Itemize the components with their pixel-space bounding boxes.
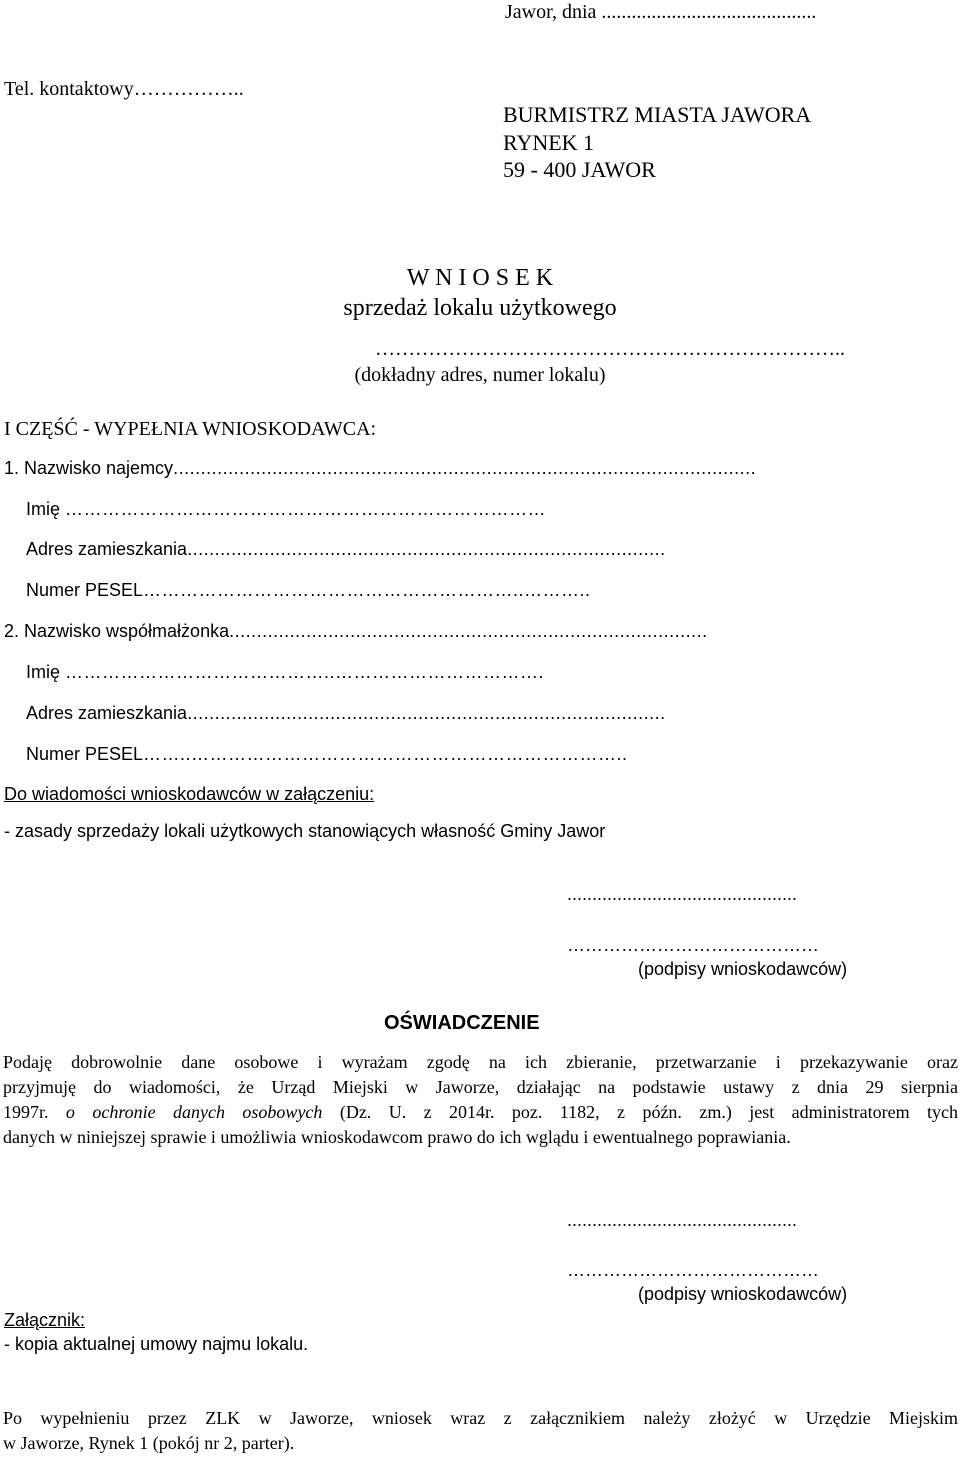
- spouse-pesel-fill: ……..……………………………………………………………..: [143, 744, 628, 764]
- address-hint: (dokładny adres, numer lokalu): [354, 364, 606, 386]
- tenant-address-field: [26, 538, 955, 560]
- signature-dots: ..............................................: [567, 884, 798, 904]
- spouse-address-fill: .......................................................................................: [187, 703, 666, 723]
- tenant-name-label: Imię: [26, 499, 61, 519]
- tenant-surname-field: [4, 457, 955, 479]
- declaration-line: Podaję dobrowolnie dane osobowe i wyrażam zgodę na ich zbieranie, przetwarzanie i przekazywanie oraz: [3, 1052, 958, 1072]
- spouse-pesel-field: [26, 743, 955, 765]
- tenant-name-field: [26, 498, 955, 520]
- spouse-address-field: [26, 702, 955, 724]
- footer-line: Po wypełnieniu przez ZLK w Jaworze, wniosek wraz z załącznikiem należy złożyć w Urzędzie Miejskim: [3, 1408, 958, 1428]
- declaration-text: (Dz. U. z 2014r. poz. 1182, z późn. zm.) jest administratorem tych: [339, 1102, 958, 1122]
- document-subtitle: sprzedaż lokalu użytkowego: [343, 295, 617, 321]
- tenant-surname-fill: ..........................................................................................................: [173, 458, 757, 478]
- declaration-act-title: o ochronie danych osobowych: [65, 1102, 323, 1122]
- part1-heading: I CZĘŚĆ - WYPEŁNIA WNIOSKODAWCA:: [4, 418, 377, 440]
- addressee-line: BURMISTRZ MIASTA JAWORA: [503, 102, 812, 127]
- signature-label: (podpisy wnioskodawców): [638, 959, 848, 979]
- footer-line: w Jaworze, Rynek 1 (pokój nr 2, parter).: [3, 1433, 295, 1453]
- spouse-surname-fill: .......................................................................................: [229, 621, 708, 641]
- signature-line: ……………………………………: [567, 1260, 819, 1280]
- declaration-line: [3, 1101, 958, 1123]
- tenant-name-fill: ……………………………………………………………………: [65, 499, 547, 519]
- document-title: W N I O S E K: [406, 265, 554, 291]
- declaration-heading: OŚWIADCZENIE: [384, 1012, 540, 1034]
- address-fill-line: ……………………………………………………………..: [375, 338, 845, 360]
- phone-line: Tel. kontaktowy……………..: [4, 78, 244, 100]
- declaration-text: 1997r.: [3, 1102, 49, 1122]
- tenant-surname-label: 1. Nazwisko najemcy: [4, 458, 174, 478]
- declaration-line: danych w niniejszej sprawie i umożliwia wnioskodawcom prawo do ich wglądu i ewentualnego poprawiania.: [3, 1127, 791, 1147]
- signature-dots: ..............................................: [567, 1210, 798, 1230]
- signature-line: ……………………………………: [567, 935, 819, 955]
- spouse-name-fill: ……………………………………..…………………………….: [65, 662, 545, 682]
- tenant-pesel-fill: ……………………………………………………..………..: [143, 580, 591, 600]
- date-line: Jawor, dnia ...........................................: [505, 1, 817, 23]
- declaration-line: przyjmuję do wiadomości, że Urząd Miejski w Jaworze, działając na podstawie ustawy z dnia 29 sierpnia: [3, 1077, 958, 1097]
- spouse-pesel-label: Numer PESEL: [26, 744, 144, 764]
- tenant-address-label: Adres zamieszkania: [26, 539, 188, 559]
- signature-label: (podpisy wnioskodawców): [638, 1284, 848, 1304]
- tenant-address-fill: .......................................................................................: [187, 539, 666, 559]
- spouse-surname-label: 2. Nazwisko współmałżonka: [4, 621, 230, 641]
- tenant-pesel-label: Numer PESEL: [26, 580, 144, 600]
- attachment-item: - kopia aktualnej umowy najmu lokalu.: [4, 1334, 309, 1354]
- spouse-surname-field: [4, 620, 955, 642]
- info-heading: Do wiadomości wnioskodawców w załączeniu:: [4, 784, 375, 804]
- spouse-address-label: Adres zamieszkania: [26, 703, 188, 723]
- addressee-line: RYNEK 1: [503, 130, 595, 155]
- spouse-name-field: [26, 661, 955, 683]
- spouse-name-label: Imię: [26, 662, 61, 682]
- tenant-pesel-field: [26, 579, 955, 601]
- addressee-line: 59 - 400 JAWOR: [503, 157, 656, 182]
- attachment-heading: Załącznik:: [4, 1310, 86, 1330]
- info-item: - zasady sprzedaży lokali użytkowych stanowiących własność Gminy Jawor: [4, 821, 606, 841]
